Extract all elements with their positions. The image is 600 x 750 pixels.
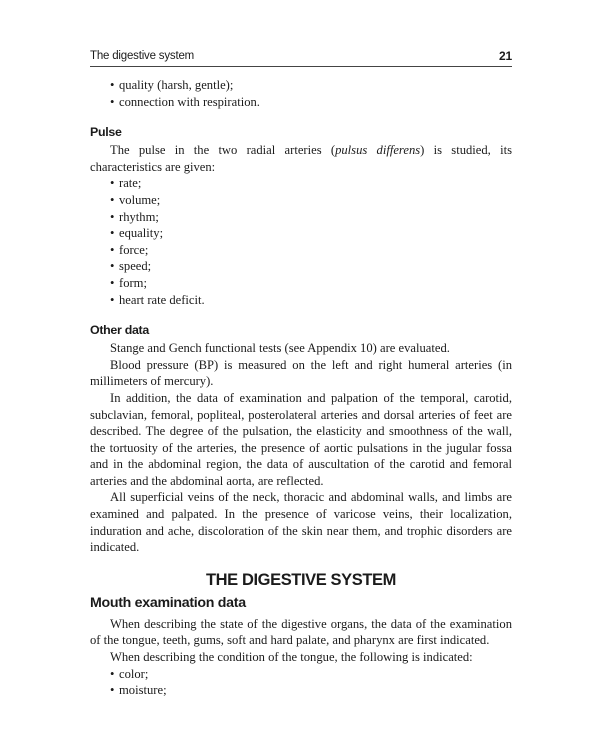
paragraph: In addition, the data of examination and palpation of the temporal, carotid, subclavian, femoral, popliteal, posterolateral arteries and dorsal arteries of feet are described. The degree of the pulsation, the elasticity and smoothness of the wall, the tortuosity of the arteries, the presence of aortic pulsations in the jugular fossa and in the abdominal region, the data of auscultation of the carotid and femoral arteries and the abdominal aorta, are reflected. — [90, 390, 512, 488]
list-item — [90, 275, 512, 292]
bullet-icon: • — [110, 666, 115, 681]
bullet-icon: • — [110, 78, 115, 92]
continued-bullet-list — [90, 77, 512, 110]
list-item-text: volume; — [119, 192, 161, 207]
list-item-text: rate; — [119, 176, 142, 191]
list-item — [90, 258, 512, 275]
list-item — [90, 292, 512, 309]
list-item-text: form; — [119, 275, 147, 290]
bullet-icon: • — [110, 292, 115, 307]
bullet-icon: • — [110, 683, 115, 698]
bullet-icon: • — [110, 275, 115, 290]
bullet-icon: • — [110, 94, 115, 109]
list-item — [90, 77, 512, 94]
other-data-heading: Other data — [90, 323, 149, 338]
list-item-text: quality (harsh, gentle); — [119, 78, 234, 92]
list-item — [90, 225, 512, 242]
paragraph: Blood pressure (BP) is measured on the left and right humeral arteries (in millimeters of mercury). — [90, 357, 512, 389]
list-item-text: equality; — [119, 226, 164, 241]
pulse-heading: Pulse — [90, 125, 122, 140]
chapter-title: THE DIGESTIVE SYSTEM — [205, 570, 397, 589]
list-item — [90, 242, 512, 259]
bullet-icon: • — [110, 192, 115, 207]
bullet-icon: • — [110, 259, 115, 274]
list-item — [90, 682, 512, 699]
book-page — [90, 48, 512, 699]
list-item-text: heart rate deficit. — [119, 292, 205, 307]
pulse-intro — [90, 142, 512, 175]
bullet-icon: • — [110, 226, 115, 241]
list-item-text: rhythm; — [119, 209, 159, 224]
list-item — [90, 209, 512, 226]
running-header — [90, 48, 512, 67]
pulse-characteristics-list — [90, 175, 512, 308]
bullet-icon: • — [110, 209, 115, 224]
list-item — [90, 175, 512, 192]
pulse-intro-end: ) is studied, its characteristics are given: — [90, 143, 512, 174]
paragraph: When describing the condition of the tongue, the following is indicated: — [110, 650, 473, 665]
pulse-intro-start: The pulse in the two radial arteries ( — [110, 143, 336, 158]
list-item — [90, 192, 512, 209]
running-title: The digestive system — [90, 50, 195, 62]
bullet-icon: • — [110, 176, 115, 191]
list-item-text: moisture; — [119, 683, 167, 698]
page-content — [90, 67, 512, 699]
list-item-text: connection with respiration. — [119, 94, 260, 109]
pulse-intro-latin-term: pulsus differens — [335, 143, 421, 158]
tongue-condition-list — [90, 666, 512, 699]
paragraph: Stange and Gench functional tests (see Appendix 10) are evaluated. — [110, 341, 450, 356]
paragraph: When describing the state of the digestive organs, the data of the examination of the tongue, teeth, gums, soft and hard palate, and pharynx are first indicated. — [90, 616, 512, 648]
list-item-text: color; — [119, 666, 149, 681]
list-item-text: force; — [119, 242, 149, 257]
list-item — [90, 94, 512, 111]
page-number: 21 — [499, 49, 512, 63]
list-item-text: speed; — [119, 259, 152, 274]
list-item — [90, 666, 512, 683]
paragraph: All superficial veins of the neck, thoracic and abdominal walls, and limbs are examined and palpated. In the presence of varicose veins, their localization, induration and ache, discoloration of the skin near them, and trophic disorders are indicated. — [90, 490, 512, 555]
mouth-section-heading: Mouth examination data — [90, 594, 246, 611]
bullet-icon: • — [110, 242, 115, 257]
